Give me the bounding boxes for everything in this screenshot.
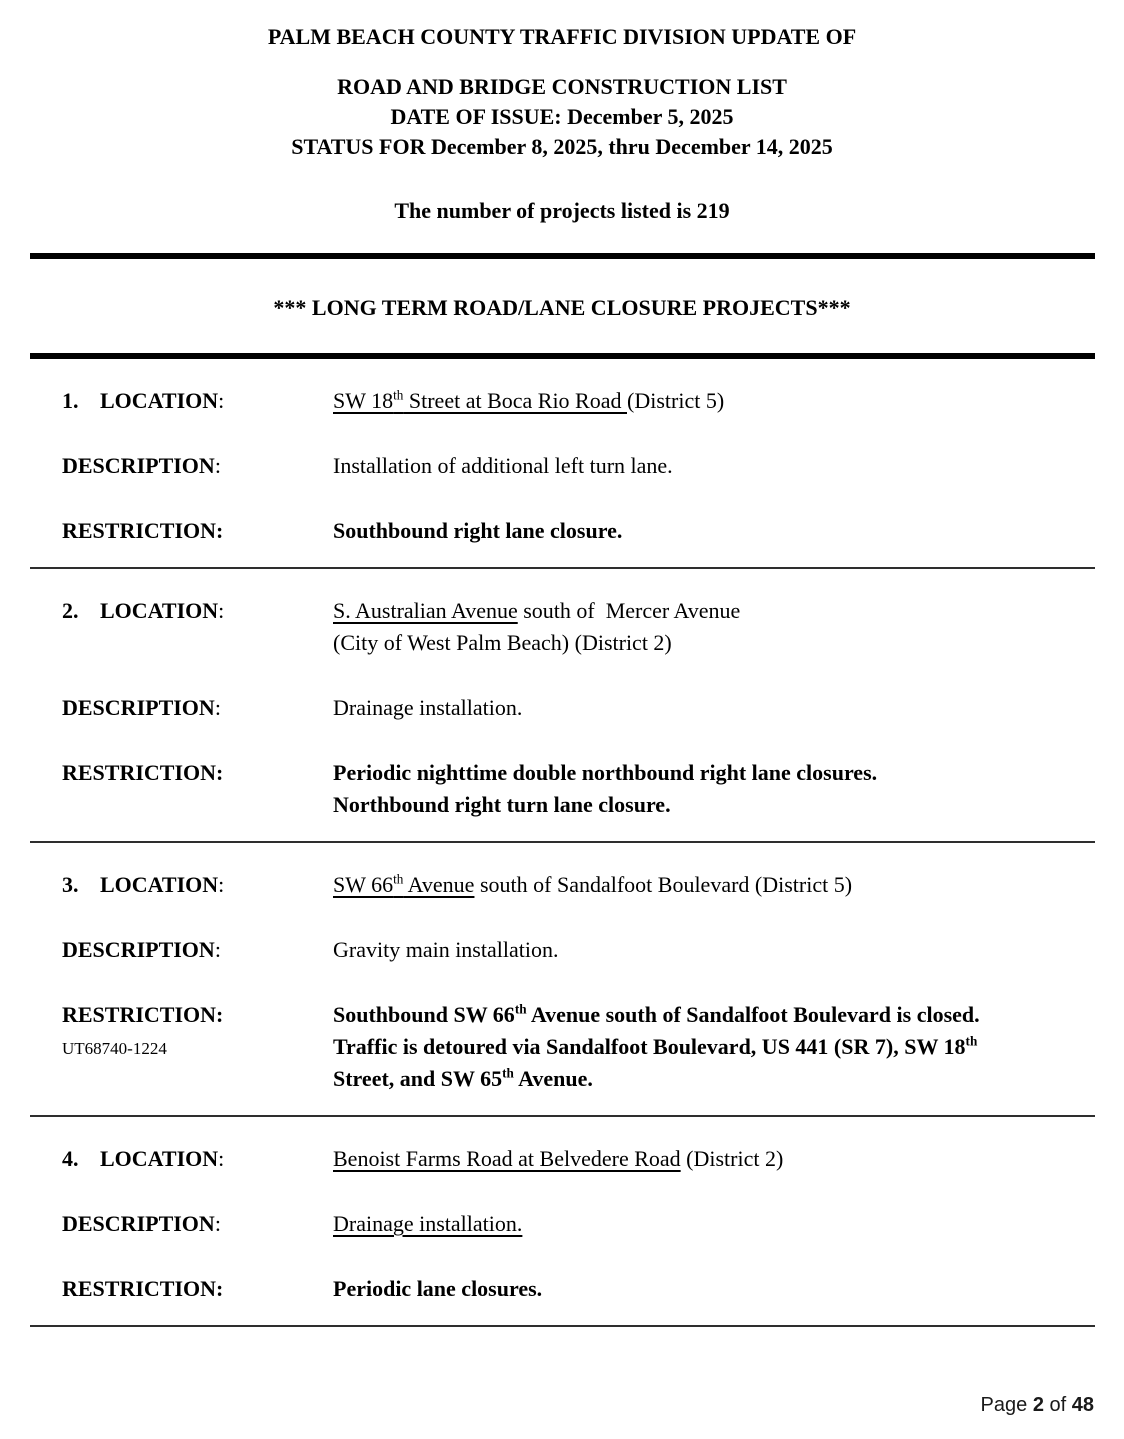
location-value: SW 18th Street at Boca Rio Road (District 5) <box>333 387 725 413</box>
section-divider-top <box>30 253 1095 259</box>
restriction-label: RESTRICTION: <box>62 1276 224 1301</box>
description-row <box>0 934 1124 966</box>
page-number: 2 <box>1032 1394 1044 1416</box>
section-title: *** LONG TERM ROAD/LANE CLOSURE PROJECTS*** <box>273 295 851 320</box>
location-label: 4. LOCATION: <box>62 1143 333 1175</box>
restriction-value: Periodic nighttime double northbound right lane closures. Northbound right turn lane closure. <box>333 760 878 817</box>
restriction-row <box>0 999 1124 1095</box>
total-pages: 48 <box>1071 1394 1094 1416</box>
doc-subtitle: ROAD AND BRIDGE CONSTRUCTION LIST <box>337 74 787 99</box>
description-value: Installation of additional left turn lane. <box>333 453 673 478</box>
location-row <box>0 595 1124 659</box>
location-label: 1. LOCATION: <box>62 385 333 417</box>
description-row <box>0 1208 1124 1240</box>
of-label: of <box>1049 1394 1067 1416</box>
issue-date-line: DATE OF ISSUE: December 5, 2025 <box>390 104 734 129</box>
location-value: Benoist Farms Road at Belvedere Road (District 2) <box>333 1146 784 1171</box>
project-item <box>0 569 1124 841</box>
location-row <box>0 385 1124 417</box>
description-label: DESCRIPTION: <box>62 695 221 720</box>
description-row <box>0 450 1124 482</box>
status-line: STATUS FOR December 8, 2025, thru December 14, 2025 <box>291 134 833 159</box>
restriction-row <box>0 515 1124 547</box>
description-value: Drainage installation. <box>333 1211 523 1236</box>
description-label: DESCRIPTION: <box>62 453 221 478</box>
location-label: 3. LOCATION: <box>62 869 333 901</box>
location-row <box>0 1143 1124 1175</box>
project-count-line: The number of projects listed is 219 <box>394 198 730 223</box>
restriction-value: Southbound SW 66th Avenue south of Sandalfoot Boulevard is closed. Traffic is detoured via Sandalfoot Boulevard, US 441 (SR 7), SW 18th Street, and SW 65th Avenue. <box>333 1001 980 1091</box>
description-value: Gravity main installation. <box>333 937 559 962</box>
item-number: 2. <box>62 598 79 623</box>
project-item <box>0 843 1124 1115</box>
restriction-label: RESTRICTION: <box>62 760 224 785</box>
restriction-label: RESTRICTION: UT68740-1224 <box>62 999 333 1059</box>
description-value: Drainage installation. <box>333 695 523 720</box>
restriction-row <box>0 1273 1124 1305</box>
location-label: 2. LOCATION: <box>62 595 333 627</box>
description-label: DESCRIPTION: <box>62 1211 221 1236</box>
location-row <box>0 869 1124 901</box>
item-number: 3. <box>62 872 79 897</box>
item-number: 4. <box>62 1146 79 1171</box>
project-item <box>0 359 1124 567</box>
page-footer <box>981 1394 1094 1417</box>
description-label: DESCRIPTION: <box>62 937 221 962</box>
restriction-row <box>0 757 1124 821</box>
location-value: SW 66th Avenue south of Sandalfoot Boulevard (District 5) <box>333 871 853 897</box>
project-id: UT68740-1224 <box>62 1039 167 1058</box>
description-row <box>0 692 1124 724</box>
doc-title: PALM BEACH COUNTY TRAFFIC DIVISION UPDATE OF <box>267 24 857 49</box>
page-label: Page <box>980 1394 1028 1416</box>
project-item <box>0 1117 1124 1325</box>
doc-header <box>0 0 1124 226</box>
location-value: S. Australian Avenue south of Mercer Avenue (City of West Palm Beach) (District 2) <box>333 598 741 655</box>
restriction-label: RESTRICTION: <box>62 518 224 543</box>
restriction-value: Periodic lane closures. <box>333 1276 543 1301</box>
item-number: 1. <box>62 388 79 413</box>
restriction-value: Southbound right lane closure. <box>333 518 623 543</box>
item-divider <box>30 1325 1095 1327</box>
